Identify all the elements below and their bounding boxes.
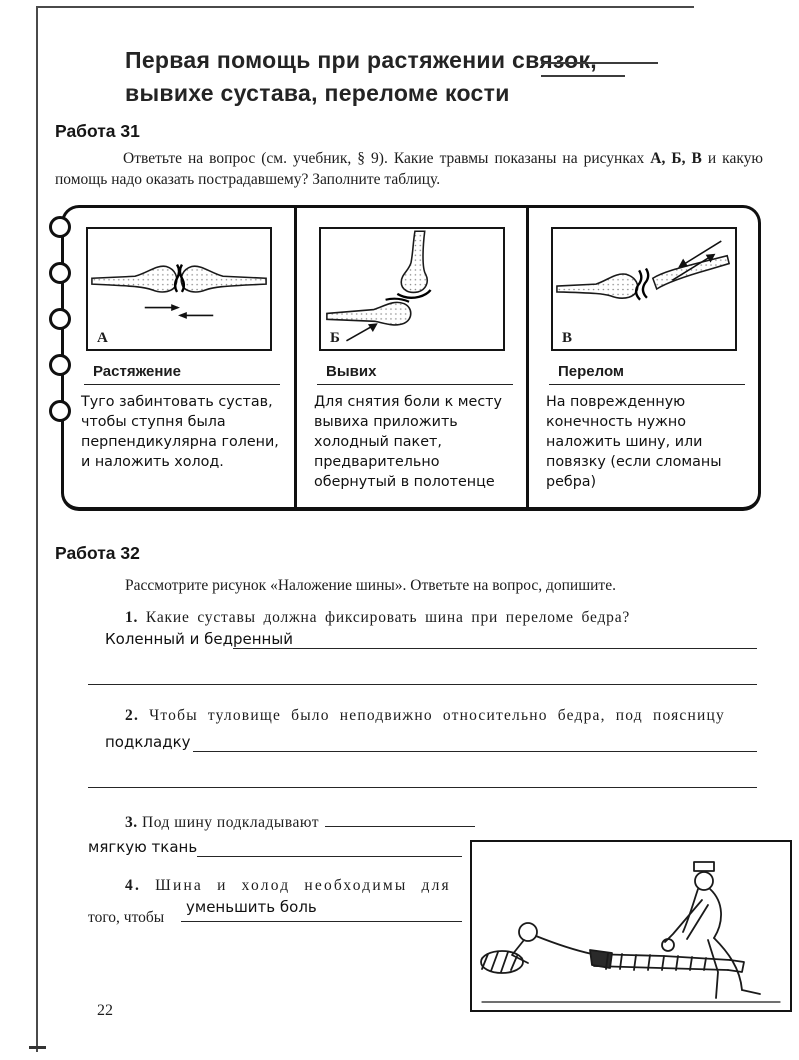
page-number: 22 [97, 1002, 113, 1019]
question-4 [125, 877, 470, 895]
figure-label: В [562, 330, 573, 346]
question-3 [125, 812, 475, 832]
answer-line [193, 751, 757, 752]
answer-line [233, 648, 757, 649]
dislocation-diagram-icon [321, 229, 503, 349]
question-4-continuation: того, чтобы [88, 909, 165, 926]
sprain-figure-box [86, 227, 272, 351]
work31-heading: Работа 31 [55, 121, 140, 141]
work31-intro [55, 148, 763, 190]
question-4-number: 4. [125, 877, 142, 894]
question-2-answer: подкладку [105, 733, 191, 751]
splint-application-illustration [472, 842, 790, 1010]
answer-line [88, 684, 757, 685]
header-underline [84, 384, 280, 385]
question-2-text: Чтобы туловище было неподвижно относительно бедра, под поясницу [149, 707, 725, 724]
question-4-answer: уменьшить боль [186, 898, 317, 916]
splint-illustration-box [470, 840, 792, 1012]
first-aid-table [61, 205, 761, 511]
column-header-fracture: Перелом [558, 363, 625, 380]
work31-intro-figure-letters: А, Б, В [650, 150, 702, 167]
dislocation-figure-box [319, 227, 505, 351]
work32-intro: Рассмотрите рисунок «Наложение шины». Ответьте на вопрос, допишите. [125, 577, 616, 594]
question-3-number: 3. [125, 814, 138, 831]
answer-blank [325, 812, 475, 827]
answer-sprain: Туго забинтовать сустав, чтобы ступня была перпендикулярна голени, и наложить холод. [81, 394, 279, 470]
question-1-text: Какие суставы должна фиксировать шина при переломе бедра? [145, 609, 631, 626]
work31-intro-part2: и какую помощь надо оказать пострадавшему? Заполните таблицу. [55, 150, 763, 188]
question-3-answer: мягкую ткань [88, 838, 198, 856]
table-cell-dislocation [297, 208, 527, 507]
answer-line [181, 921, 462, 922]
page-edge-bottom-mark [29, 1046, 46, 1049]
figure-label: Б [330, 330, 340, 346]
answer-line [88, 787, 757, 788]
figure-label: А [97, 330, 108, 346]
table-cell-fracture [529, 208, 759, 507]
question-2-number: 2. [125, 707, 140, 724]
question-3-text: Под шину подкладывают [142, 814, 319, 831]
column-header-sprain: Растяжение [93, 363, 181, 380]
work31-intro-part1: Ответьте на вопрос (см. учебник, § 9). Какие травмы показаны на рисунках [123, 150, 651, 167]
fracture-figure-box [551, 227, 737, 351]
answer-line [197, 856, 462, 857]
sprain-diagram-icon [88, 229, 270, 349]
question-1-number: 1. [125, 609, 139, 626]
scan-artifact-line [541, 75, 625, 77]
page-edge-left-line [36, 6, 38, 1052]
question-4-text: Шина и холод необходимы для [155, 877, 451, 894]
header-underline [549, 384, 745, 385]
work32-heading: Работа 32 [55, 543, 140, 563]
table-cell-sprain [64, 208, 294, 507]
page-edge-top-line [36, 6, 694, 8]
page-title [125, 44, 597, 110]
title-line2: вывихе сустава, переломе кости [125, 80, 510, 106]
header-underline [317, 384, 513, 385]
column-header-dislocation: Вывих [326, 363, 377, 380]
scan-artifact-line [541, 62, 658, 64]
question-1 [125, 609, 765, 627]
title-line1: Первая помощь при растяжении связок, [125, 47, 597, 73]
fracture-diagram-icon [553, 229, 735, 349]
answer-dislocation: Для снятия боли к месту вывиха приложить холодный пакет, предварительно обернутый в полотенце [314, 394, 502, 490]
question-2 [125, 707, 765, 725]
answer-fracture: На поврежденную конечность нужно наложить шину, или повязку (если сломаны ребра) [546, 394, 722, 490]
question-1-answer: Коленный и бедренный [105, 630, 293, 648]
